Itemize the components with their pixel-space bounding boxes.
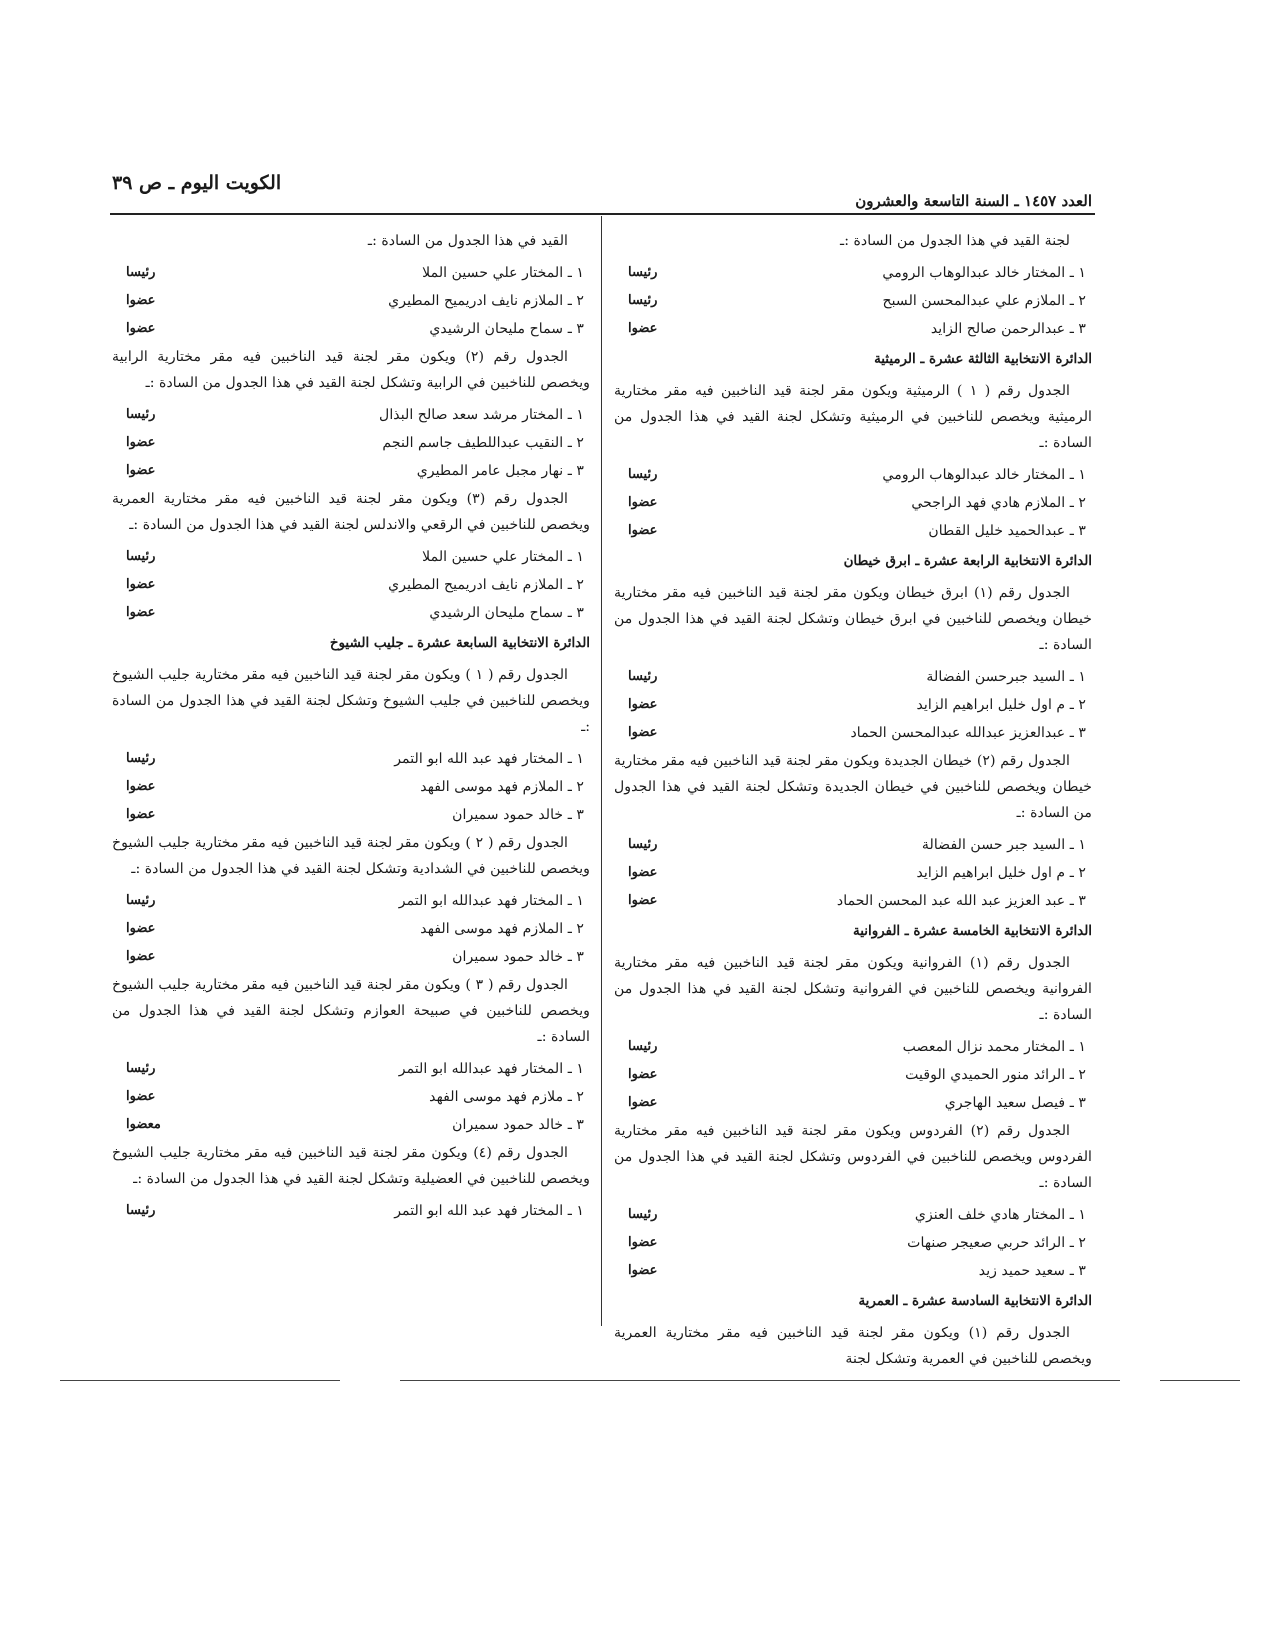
member-name: ٢ ـ م اول خليل ابراهيم الزايد bbox=[916, 697, 1086, 713]
table-paragraph: القيد في هذا الجدول من السادة :ـ bbox=[367, 233, 568, 249]
member-role: عضوا bbox=[126, 577, 156, 592]
page-header bbox=[112, 170, 1092, 210]
member-role: رئيسا bbox=[628, 293, 658, 308]
footer-rules bbox=[60, 1380, 1240, 1390]
member-name: ١ ـ المختار علي حسين الملا bbox=[422, 265, 584, 281]
member-role: عضوا bbox=[628, 321, 658, 336]
member-name: ١ ـ السيد جبرحسن الفضالة bbox=[926, 669, 1086, 685]
member-name: ٢ ـ النقيب عبداللطيف جاسم النجم bbox=[382, 435, 584, 451]
member-name: ٣ ـ سعيد حميد زيد bbox=[978, 1263, 1086, 1279]
member-name: ٢ ـ الملازم علي عبدالمحسن السبح bbox=[882, 293, 1086, 309]
header-rule bbox=[110, 213, 1095, 215]
member-role: عضوا bbox=[628, 725, 658, 740]
member-name: ٢ ـ الملازم نايف ادريميح المطيري bbox=[388, 293, 584, 309]
committee-member-row bbox=[112, 1056, 590, 1082]
member-role: رئيسا bbox=[628, 467, 658, 482]
member-name: ٢ ـ الملازم فهد موسى الفهد bbox=[420, 921, 584, 937]
member-role: رئيسا bbox=[628, 837, 658, 852]
committee-member-row bbox=[614, 1230, 1092, 1256]
committee-member-row bbox=[614, 518, 1092, 544]
committee-member-row bbox=[614, 260, 1092, 286]
committee-member-row bbox=[112, 260, 590, 286]
member-role: رئيسا bbox=[126, 265, 156, 280]
member-name: ٢ ـ الرائد منور الحميدي الوقيت bbox=[905, 1067, 1086, 1083]
member-name: ١ ـ المختار علي حسين الملا bbox=[422, 549, 584, 565]
table-paragraph: الجدول رقم (٣) ويكون مقر لجنة قيد الناخبين فيه مقر مختارية العمرية ويخصص للناخبين في الرقعي والاندلس لجنة القيد في هذا الجدول من السادة :ـ bbox=[112, 491, 590, 533]
table-paragraph: الجدول رقم ( ٢ ) ويكون مقر لجنة قيد الناخبين فيه مقر مختارية جليب الشيوخ ويخصص للناخبين في الشدادية وتشكل لجنة القيد في هذا الجدول من السادة :ـ bbox=[112, 835, 590, 877]
committee-member-row bbox=[112, 746, 590, 772]
member-name: ٢ ـ الملازم فهد موسى الفهد bbox=[420, 779, 584, 795]
committee-member-row bbox=[614, 1258, 1092, 1284]
table-paragraph: الجدول رقم ( ١ ) الرميثية ويكون مقر لجنة قيد الناخبين فيه مقر مختارية الرميثية ويخصص للناخبين في الرميثية وتشكل لجنة القيد في هذا الجدول من السادة :ـ bbox=[614, 383, 1092, 451]
left-column bbox=[112, 228, 590, 1328]
district-heading: الدائرة الانتخابية الرابعة عشرة ـ ابرق خيطان bbox=[843, 553, 1092, 569]
member-name: ٢ ـ م اول خليل ابراهيم الزايد bbox=[916, 865, 1086, 881]
member-role: عضوا bbox=[628, 1067, 658, 1082]
footer-rule bbox=[400, 1380, 1120, 1381]
member-role: عضوا bbox=[126, 605, 156, 620]
committee-member-row bbox=[112, 316, 590, 342]
committee-member-row bbox=[112, 1198, 590, 1224]
member-name: ٣ ـ عبدالرحمن صالح الزايد bbox=[930, 321, 1086, 337]
committee-member-row bbox=[112, 774, 590, 800]
committee-member-row bbox=[614, 490, 1092, 516]
member-role: عضوا bbox=[126, 435, 156, 450]
district-heading: الدائرة الانتخابية السابعة عشرة ـ جليب الشيوخ bbox=[329, 635, 590, 651]
member-role: رئيسا bbox=[126, 549, 156, 564]
table-paragraph: الجدول رقم (١) الفروانية ويكون مقر لجنة قيد الناخبين فيه مقر مختارية الفروانية ويخصص للناخبين في الفروانية وتشكل لجنة القيد في هذا الجدول من السادة :ـ bbox=[614, 955, 1092, 1023]
member-name: ١ ـ المختار فهد عبدالله ابو التمر bbox=[398, 893, 584, 909]
member-role: رئيسا bbox=[126, 893, 156, 908]
member-role: رئيسا bbox=[628, 669, 658, 684]
committee-member-row bbox=[614, 288, 1092, 314]
member-name: ٢ ـ الرائد حربي صعيجر صنهات bbox=[907, 1235, 1086, 1251]
table-paragraph: الجدول رقم ( ١ ) ويكون مقر لجنة قيد الناخبين فيه مقر مختارية جليب الشيوخ ويخصص للناخبين في جليب الشيوخ وتشكل لجنة القيد في هذا الجدول من السادة :ـ bbox=[112, 667, 590, 735]
committee-member-row bbox=[112, 288, 590, 314]
member-role: عضوا bbox=[126, 949, 156, 964]
member-role: عضوا bbox=[126, 779, 156, 794]
committee-member-row bbox=[614, 860, 1092, 886]
member-role: رئيسا bbox=[628, 1207, 658, 1222]
member-name: ٣ ـ خالد حمود سميران bbox=[452, 1117, 584, 1133]
member-role: عضوا bbox=[628, 523, 658, 538]
column-divider bbox=[601, 216, 602, 1326]
member-name: ٣ ـ نهار مجبل عامر المطيري bbox=[416, 463, 584, 479]
member-role: عضوا bbox=[628, 697, 658, 712]
member-name: ١ ـ المختار خالد عبدالوهاب الرومي bbox=[882, 265, 1086, 281]
member-role: عضوا bbox=[628, 893, 658, 908]
member-name: ١ ـ المختار مرشد سعد صالح البذال bbox=[379, 407, 584, 423]
committee-member-row bbox=[112, 1112, 590, 1138]
footer-rule bbox=[60, 1380, 340, 1381]
committee-member-row bbox=[614, 462, 1092, 488]
committee-member-row bbox=[614, 720, 1092, 746]
newspaper-page-label: الكويت اليوم ـ ص ٣٩ bbox=[112, 172, 282, 194]
right-column bbox=[614, 228, 1092, 1367]
district-heading: الدائرة الانتخابية الثالثة عشرة ـ الرميثية bbox=[874, 351, 1092, 367]
committee-member-row bbox=[614, 316, 1092, 342]
member-role: رئيسا bbox=[126, 407, 156, 422]
member-role: عضوا bbox=[126, 321, 156, 336]
member-name: ٣ ـ عبد العزيز عبد الله عبد المحسن الحماد bbox=[836, 893, 1086, 909]
table-paragraph: الجدول رقم (٤) ويكون مقر لجنة قيد الناخبين فيه مقر مختارية جليب الشيوخ ويخصص للناخبين في العضيلية وتشكل لجنة القيد في هذا الجدول من السادة :ـ bbox=[112, 1145, 590, 1187]
committee-member-row bbox=[112, 888, 590, 914]
committee-member-row bbox=[112, 600, 590, 626]
member-name: ١ ـ السيد جبر حسن الفضالة bbox=[921, 837, 1086, 853]
committee-member-row bbox=[112, 916, 590, 942]
member-role: عضوا bbox=[126, 293, 156, 308]
district-heading: الدائرة الانتخابية الخامسة عشرة ـ الفروانية bbox=[853, 923, 1092, 939]
table-paragraph: الجدول رقم (٢) خيطان الجديدة ويكون مقر لجنة قيد الناخبين فيه مقر مختارية خيطان ويخصص للناخبين في خيطان الجديدة وتشكل لجنة القيد في هذا الجدول من السادة :ـ bbox=[614, 753, 1092, 821]
member-name: ٣ ـ عبدالحميد خليل القطان bbox=[928, 523, 1086, 539]
member-role: عضوا bbox=[126, 921, 156, 936]
district-heading: الدائرة الانتخابية السادسة عشرة ـ العمرية bbox=[858, 1293, 1092, 1309]
committee-member-row bbox=[112, 944, 590, 970]
member-role: رئيسا bbox=[126, 1061, 156, 1076]
member-name: ١ ـ المختار فهد عبد الله ابو التمر bbox=[394, 751, 584, 767]
member-role: عضوا bbox=[126, 1089, 156, 1104]
committee-member-row bbox=[614, 888, 1092, 914]
committee-member-row bbox=[614, 1090, 1092, 1116]
table-paragraph: الجدول رقم (١) ويكون مقر لجنة قيد الناخبين فيه مقر مختارية العمرية ويخصص للناخبين في العمرية وتشكل لجنة bbox=[614, 1325, 1092, 1367]
member-name: ٢ ـ الملازم نايف ادريميح المطيري bbox=[388, 577, 584, 593]
committee-member-row bbox=[614, 1202, 1092, 1228]
committee-member-row bbox=[112, 544, 590, 570]
table-paragraph: الجدول رقم (٢) الفردوس ويكون مقر لجنة قيد الناخبين فيه مقر مختارية الفردوس ويخصص للناخبين في الفردوس وتشكل لجنة القيد في هذا الجدول من السادة :ـ bbox=[614, 1123, 1092, 1191]
table-paragraph: الجدول رقم ( ٣ ) ويكون مقر لجنة قيد الناخبين فيه مقر مختارية جليب الشيوخ ويخصص للناخبين في صبيحة العوازم وتشكل لجنة القيد في هذا الجدول من السادة :ـ bbox=[112, 977, 590, 1045]
committee-member-row bbox=[112, 458, 590, 484]
issue-label: العدد ١٤٥٧ ـ السنة التاسعة والعشرون bbox=[855, 192, 1092, 210]
table-paragraph: الجدول رقم (٢) ويكون مقر لجنة قيد الناخبين فيه مقر مختارية الرابية ويخصص للناخبين في الرابية وتشكل لجنة القيد في هذا الجدول من السادة :ـ bbox=[112, 349, 590, 391]
member-name: ٢ ـ ملازم فهد موسى الفهد bbox=[429, 1089, 584, 1105]
member-role: معضوا bbox=[126, 1117, 161, 1132]
member-role: عضوا bbox=[126, 463, 156, 478]
member-name: ٣ ـ خالد حمود سميران bbox=[452, 807, 584, 823]
member-role: عضوا bbox=[126, 807, 156, 822]
member-name: ١ ـ المختار فهد عبدالله ابو التمر bbox=[398, 1061, 584, 1077]
member-name: ١ ـ المختار هادي خلف العنزي bbox=[914, 1207, 1086, 1223]
committee-member-row bbox=[112, 430, 590, 456]
member-role: عضوا bbox=[628, 495, 658, 510]
member-name: ٣ ـ خالد حمود سميران bbox=[452, 949, 584, 965]
footer-rule bbox=[1160, 1380, 1240, 1381]
committee-member-row bbox=[614, 664, 1092, 690]
committee-member-row bbox=[112, 802, 590, 828]
member-role: عضوا bbox=[628, 1095, 658, 1110]
committee-member-row bbox=[614, 1062, 1092, 1088]
committee-member-row bbox=[614, 832, 1092, 858]
member-role: عضوا bbox=[628, 865, 658, 880]
table-paragraph: الجدول رقم (١) ابرق خيطان ويكون مقر لجنة قيد الناخبين فيه مقر مختارية خيطان ويخصص للناخبين في ابرق خيطان وتشكل لجنة القيد في هذا الجدول من السادة :ـ bbox=[614, 585, 1092, 653]
member-role: رئيسا bbox=[126, 751, 156, 766]
member-name: ١ ـ المختار محمد نزال المعصب bbox=[902, 1039, 1086, 1055]
member-role: رئيسا bbox=[628, 1039, 658, 1054]
committee-member-row bbox=[614, 1034, 1092, 1060]
member-name: ٣ ـ سماح مليحان الرشيدي bbox=[429, 605, 584, 621]
member-role: عضوا bbox=[628, 1263, 658, 1278]
member-name: ١ ـ المختار فهد عبد الله ابو التمر bbox=[394, 1203, 584, 1219]
member-name: ٣ ـ سماح مليحان الرشيدي bbox=[429, 321, 584, 337]
member-name: ٣ ـ عبدالعزيز عبدالله عبدالمحسن الحماد bbox=[850, 725, 1086, 741]
member-name: ٢ ـ الملازم هادي فهد الراجحي bbox=[911, 495, 1086, 511]
table-paragraph: لجنة القيد في هذا الجدول من السادة :ـ bbox=[840, 233, 1070, 249]
member-role: عضوا bbox=[628, 1235, 658, 1250]
member-role: رئيسا bbox=[126, 1203, 156, 1218]
member-name: ٣ ـ فيصل سعيد الهاجري bbox=[944, 1095, 1086, 1111]
committee-member-row bbox=[112, 402, 590, 428]
member-name: ١ ـ المختار خالد عبدالوهاب الرومي bbox=[882, 467, 1086, 483]
committee-member-row bbox=[112, 572, 590, 598]
member-role: رئيسا bbox=[628, 265, 658, 280]
committee-member-row bbox=[112, 1084, 590, 1110]
committee-member-row bbox=[614, 692, 1092, 718]
